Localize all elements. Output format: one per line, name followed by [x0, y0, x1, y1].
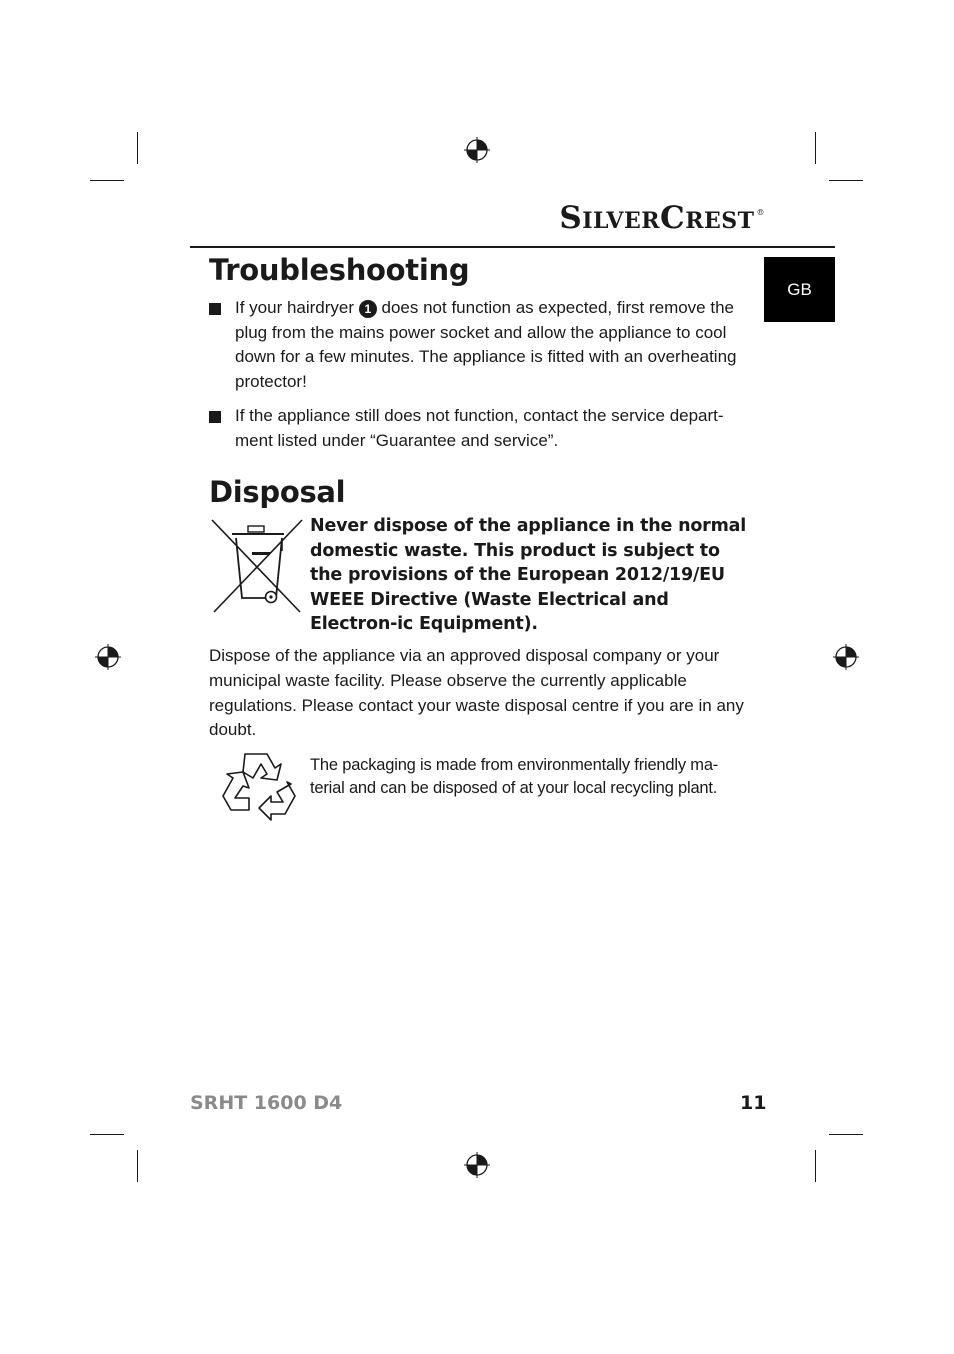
bullet-square-icon: [209, 411, 221, 423]
disposal-paragraph: Dispose of the appliance via an approved disposal company or your municipal waste facility. Please observe the currently applicable regulations. Please contact your waste disposal centre if you are in any doubt.: [209, 646, 744, 740]
recycling-icon: [221, 750, 297, 822]
crop-mark: [90, 1134, 124, 1135]
troubleshooting-bullet-2: [209, 404, 744, 453]
crop-mark: [829, 1134, 863, 1135]
bullet-text: If your hairdryer: [235, 298, 355, 317]
crop-mark: [137, 1150, 138, 1182]
packaging-note: The packaging is made from environmentally friendly ma-terial and can be disposed of at your local recycling plant.: [310, 756, 719, 797]
silvercrest-logo: SILVERCREST ®: [559, 200, 765, 236]
disposal-warning: Never dispose of the appliance in the normal domestic waste. This product is subject to the provisions of the European 2012/19/EU WEEE Directive (Waste Electrical and Electron-ic Equipment).: [310, 516, 747, 635]
registration-mark-icon: [833, 644, 859, 670]
crossed-wheelie-bin-icon: [210, 518, 304, 614]
bullet-text: If the appliance still does not function, contact the service depart-ment listed under “Guarantee and service”.: [235, 406, 724, 450]
registration-mark-icon: [95, 644, 121, 670]
bullet-text: does not function as expected, first remove the plug from the mains power socket and allow the appliance to cool down for a few minutes. The appliance is fitted with an overheating protector!: [235, 298, 737, 391]
header-rule: [190, 246, 835, 248]
part-number-badge: 1: [359, 300, 377, 318]
crop-mark: [137, 132, 138, 164]
disposal-heading: Disposal: [209, 475, 346, 509]
page-number: 11: [740, 1092, 767, 1114]
crop-mark: [90, 180, 124, 181]
registration-mark-icon: [464, 137, 490, 163]
crop-mark: [815, 132, 816, 164]
troubleshooting-heading: Troubleshooting: [209, 253, 470, 287]
language-tab-label: GB: [787, 279, 812, 299]
troubleshooting-bullet-1: [209, 296, 744, 394]
registration-mark-icon: [464, 1152, 490, 1178]
bullet-square-icon: [209, 303, 221, 315]
crop-mark: [815, 1150, 816, 1182]
crop-mark: [829, 180, 863, 181]
footer-model: SRHT 1600 D4: [190, 1092, 343, 1114]
language-tab: [764, 257, 835, 322]
